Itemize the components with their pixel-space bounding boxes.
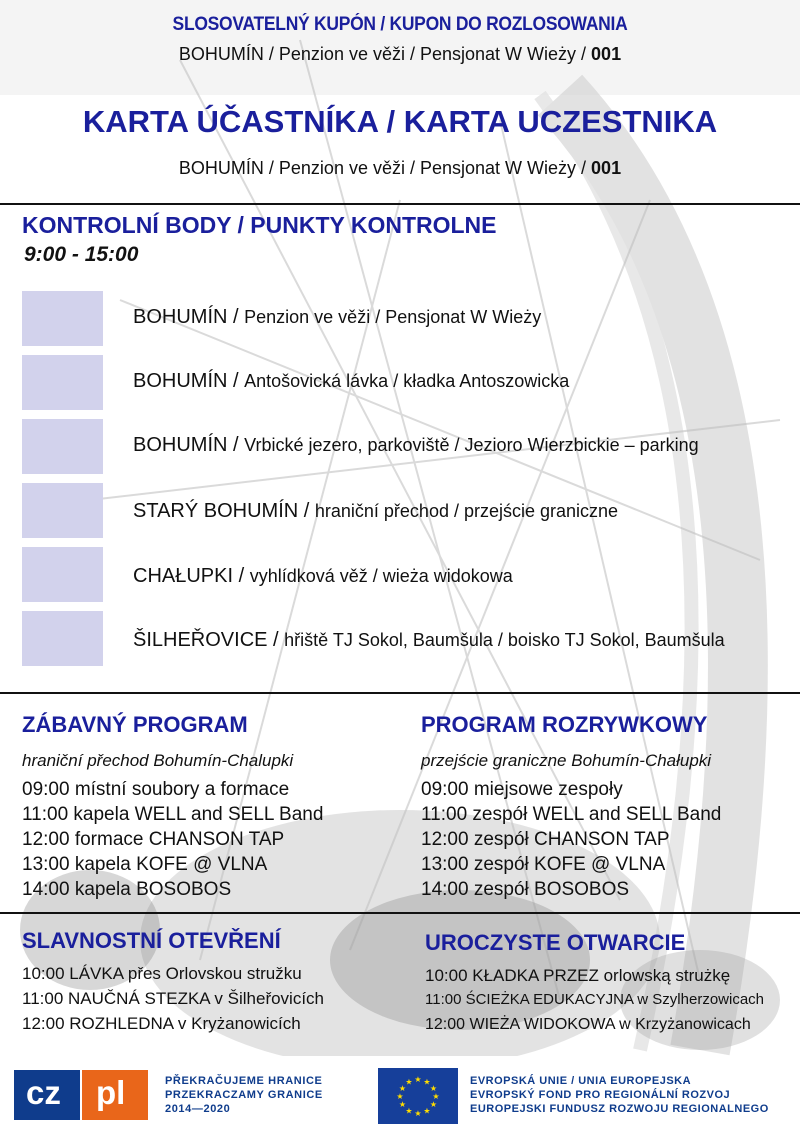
checkpoint-3 [133,434,699,457]
opening-pl-line: 11:00 ŚCIEŻKA EDUKACYJNA w Szylherzowicach [425,991,765,1008]
svg-text:★: ★ [414,1075,422,1084]
opening-pl-title: UROCZYSTE OTWARCIE [425,930,686,955]
programme-line: 2014—2020 [165,1103,231,1115]
opening-pl-line: 10:00 KŁADKA PRZEZ orlowską strużkę [425,966,731,985]
programme-line: PŘEKRAČUJEME HRANICE [165,1075,323,1087]
svg-text:★: ★ [398,1084,407,1093]
card-location-name: BOHUMÍN [178,158,264,178]
program-pl-subtitle: przejście graniczne Bohumín-Chałupki [421,751,712,770]
checkpoint-separator: / [233,565,250,587]
checkpoint-stamp-box-6[interactable] [22,611,103,666]
coupon-location [0,44,800,65]
svg-text:★: ★ [423,1106,431,1116]
checkpoint-stamp-box-3[interactable] [22,419,103,474]
programme-text [165,1074,323,1116]
divider [0,912,800,914]
svg-text:★: ★ [405,1077,413,1087]
divider [0,203,800,205]
checkpoint-separator: / [227,434,245,456]
programme-line: PRZEKRACZAMY GRANICE [165,1089,323,1101]
checkpoint-place: BOHUMÍN [133,434,228,456]
card-location-detail: / Penzion ve věži / Pensjonat W Wieży / [263,158,592,178]
svg-text:★: ★ [429,1100,438,1109]
opening-cz-line: 12:00 ROZHLEDNA v Kryżanowicích [22,1014,301,1033]
program-pl-line: 09:00 miejsowe zespoły [421,779,623,800]
svg-text:★: ★ [414,1109,422,1118]
checkpoint-1 [133,306,541,329]
coupon-location-name: BOHUMÍN [178,44,264,64]
checkpoint-stamp-box-5[interactable] [22,547,103,602]
program-cz-line: 09:00 místní soubory a formace [22,779,290,800]
cz-logo-text: cz [26,1074,61,1111]
footer [0,1056,800,1135]
program-cz-subtitle: hraniční přechod Bohumín-Chalupki [22,751,294,770]
eu-line: EUROPEJSKI FUNDUSZ ROZWOJU REGIONALNEGO [470,1103,769,1115]
checkpoints-time: 9:00 - 15:00 [24,243,139,266]
pl-logo-text: pl [96,1074,126,1111]
svg-text:★: ★ [405,1106,413,1116]
checkpoint-5 [133,565,513,588]
svg-text:★: ★ [429,1084,438,1093]
checkpoint-detail: hraniční přechod / przejście graniczne [314,501,619,521]
program-pl-line: 12:00 zespół CHANSON TAP [421,829,670,850]
coupon-number: 001 [591,44,622,64]
card-title: KARTA ÚČASTNÍKA / KARTA UCZESTNIKA [82,104,718,139]
opening-cz-line: 11:00 NAUČNÁ STEZKA v Šilheřovicích [22,989,325,1008]
opening-pl-line: 12:00 WIEŻA WIDOKOWA w Krzyżanowicach [425,1016,751,1033]
eu-line: EVROPSKÁ UNIE / UNIA EUROPEJSKA [470,1075,692,1087]
program-cz-line: 12:00 formace CHANSON TAP [22,829,285,850]
checkpoint-4 [133,500,618,523]
checkpoint-detail: Antošovická lávka / kładka Antoszowicka [244,371,570,391]
checkpoint-detail: vyhlídková věž / wieża widokowa [249,566,513,586]
pl-logo [82,1070,148,1120]
program-pl-title: PROGRAM ROZRYWKOWY [421,712,708,737]
program-cz-line: 13:00 kapela KOFE @ VLNA [22,854,268,875]
eu-flag-icon [378,1068,458,1124]
checkpoint-6 [133,629,725,652]
checkpoint-2 [133,370,569,393]
checkpoint-place: BOHUMÍN [133,306,228,328]
checkpoint-place: CHAŁUPKI [133,565,234,587]
svg-text:★: ★ [396,1092,404,1101]
card-location [0,158,800,179]
cz-logo [14,1070,80,1120]
eu-line: EVROPSKÝ FOND PRO REGIONÁLNÍ ROZVOJ [470,1089,731,1101]
checkpoint-place: BOHUMÍN [133,370,228,392]
program-pl-line: 13:00 zespół KOFE @ VLNA [421,854,666,875]
coupon-title: SLOSOVATELNÝ KUPÓN / KUPON DO ROZLOSOWANIA [172,14,628,35]
svg-text:★: ★ [432,1092,440,1101]
program-cz-line: 11:00 kapela WELL and SELL Band [22,804,324,825]
checkpoints-title: KONTROLNÍ BODY / PUNKTY KONTROLNE [22,212,497,238]
eu-text [470,1074,769,1116]
program-pl-line: 11:00 zespół WELL and SELL Band [421,804,722,825]
checkpoint-stamp-box-2[interactable] [22,355,103,410]
checkpoint-separator: / [267,629,285,651]
program-cz-title: ZÁBAVNÝ PROGRAM [22,712,248,737]
checkpoint-separator: / [298,500,315,522]
coupon-location-detail: / Penzion ve věži / Pensjonat W Wieży / [263,44,592,64]
opening-cz-title: SLAVNOSTNÍ OTEVŘENÍ [22,928,281,953]
opening-cz-line: 10:00 LÁVKA přes Orlovskou stružku [22,964,302,983]
svg-text:★: ★ [398,1100,407,1109]
checkpoint-separator: / [227,370,245,392]
program-pl-line: 14:00 zespół BOSOBOS [421,879,630,900]
checkpoint-detail: Vrbické jezero, parkoviště / Jezioro Wierzbickie – parking [244,435,699,455]
checkpoint-stamp-box-4[interactable] [22,483,103,538]
checkpoint-place: STARÝ BOHUMÍN [133,500,299,522]
card-number: 001 [591,158,622,178]
program-cz-line: 14:00 kapela BOSOBOS [22,879,232,900]
svg-text:★: ★ [423,1077,431,1087]
checkpoint-place: ŠILHEŘOVICE [133,629,268,651]
checkpoint-separator: / [227,306,245,328]
checkpoint-detail: hřiště TJ Sokol, Baumšula / boisko TJ Sokol, Baumšula [284,630,725,650]
checkpoint-detail: Penzion ve věži / Pensjonat W Wieży [244,307,542,327]
checkpoint-stamp-box-1[interactable] [22,291,103,346]
divider [0,692,800,694]
